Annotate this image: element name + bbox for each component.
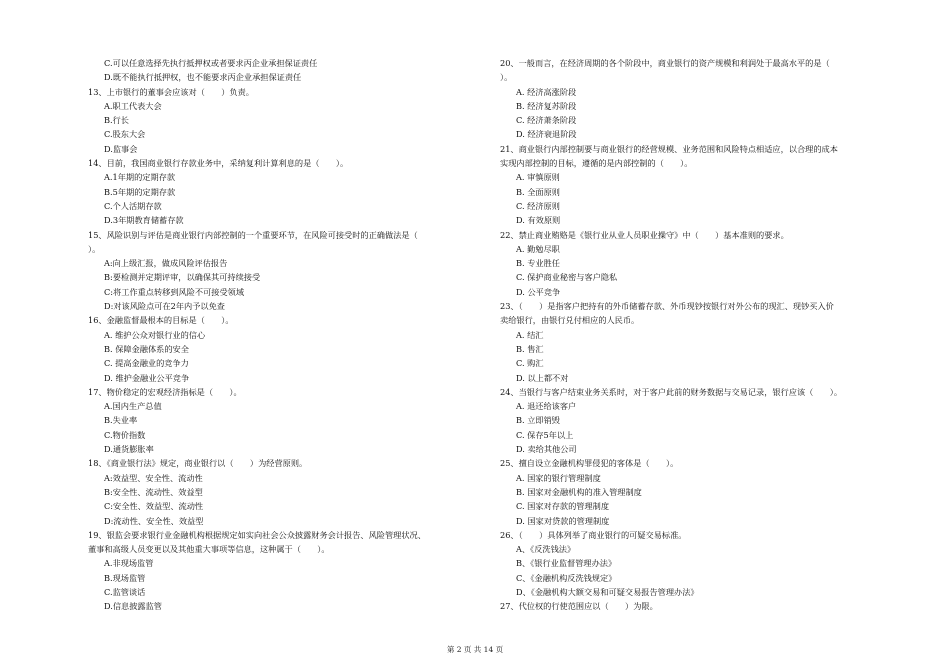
question-text: 24、当银行与客户结束业务关系时，对于客户此前的财务数据与交易记录，银行应该（ ）。 bbox=[500, 386, 843, 397]
left-column bbox=[88, 56, 480, 614]
answer-option: D. 有效原则 bbox=[516, 215, 561, 226]
question-text: 17、物价稳定的宏观经济指标是（ ）。 bbox=[88, 386, 242, 397]
answer-option: A:效益型、安全性、流动性 bbox=[104, 472, 203, 483]
right-column bbox=[500, 56, 905, 614]
answer-option: A. 退还给该客户 bbox=[516, 401, 577, 412]
answer-option: D. 经济衰退阶段 bbox=[516, 129, 577, 140]
answer-option: A. 经济高涨阶段 bbox=[516, 86, 577, 97]
answer-option: C.监管谈话 bbox=[104, 586, 146, 597]
question-text: 19、银监会要求银行业金融机构根据规定如实向社会公众披露财务会计报告、风险管理状况、 bbox=[88, 529, 426, 540]
question-text: 18、《商业银行法》规定，商业银行以（ ）为经营原则。 bbox=[88, 458, 308, 469]
question-text-continued: 卖给银行，由银行兑付相应的人民币。 bbox=[500, 315, 640, 326]
answer-option: A. 结汇 bbox=[516, 329, 544, 340]
answer-option: C:将工作重点转移到风险不可接受领域 bbox=[104, 286, 245, 297]
question-text: 25、擅自设立金融机构罪侵犯的客体是（ ）。 bbox=[500, 458, 679, 469]
answer-option: D.3年期教育储蓄存款 bbox=[104, 215, 184, 226]
answer-option: B. 专业胜任 bbox=[516, 258, 560, 269]
answer-option: A. 维护公众对银行业的信心 bbox=[104, 329, 206, 340]
answer-option: C. 经济原则 bbox=[516, 200, 560, 211]
answer-option: A. 审慎原则 bbox=[516, 172, 560, 183]
answer-option: B. 售汇 bbox=[516, 343, 544, 354]
answer-option: B:安全性、流动性、效益型 bbox=[104, 486, 203, 497]
answer-option: B.现场监管 bbox=[104, 572, 146, 583]
answer-option: B、《银行业监督管理办法》 bbox=[516, 558, 617, 569]
answer-option: D. 公平竞争 bbox=[516, 286, 561, 297]
answer-option: A、《反洗钱法》 bbox=[516, 544, 576, 555]
answer-option: C.个人活期存款 bbox=[104, 200, 162, 211]
answer-option: D.既不能执行抵押权，也不能要求丙企业承担保证责任 bbox=[104, 72, 302, 83]
question-text-continued: 实现内部控制的目标，遵循的是内部控制的（ ）。 bbox=[500, 158, 693, 169]
question-text: 21、商业银行内部控制要与商业银行的经营规模、业务范围和风险特点相适应，以合理的成本 bbox=[500, 143, 838, 154]
question-text: 20、一般而言，在经济周期的各个阶段中，商业银行的资产规模和利润处于最高水平的是（ bbox=[500, 58, 830, 68]
answer-option: C. 提高金融业的竞争力 bbox=[104, 358, 189, 369]
question-text-continued: ）。 bbox=[500, 72, 513, 83]
answer-option: B.失业率 bbox=[104, 415, 138, 426]
answer-option: B. 保障金融体系的安全 bbox=[104, 343, 189, 354]
answer-option: D. 卖给其他公司 bbox=[516, 444, 577, 455]
answer-option: B. 全面原则 bbox=[516, 186, 560, 197]
answer-option: A.非现场监管 bbox=[104, 558, 154, 569]
question-text: 22、禁止商业贿赂是《银行业从业人员职业操守》中（ ）基本准则的要求。 bbox=[500, 229, 789, 240]
question-text: 14、目前，我国商业银行存款业务中，采纳复利计算利息的是（ ）。 bbox=[88, 158, 349, 169]
answer-option: D:对该风险点可在2年内予以免查 bbox=[104, 301, 225, 312]
answer-option: D:流动性、安全性、效益型 bbox=[104, 515, 204, 526]
page-footer: 第 2 页 共 14 页 bbox=[446, 645, 504, 654]
answer-option: B.5年期的定期存款 bbox=[104, 186, 176, 197]
answer-option: D. 国家对贷款的管理制度 bbox=[516, 515, 610, 526]
answer-option: C、《金融机构反洗钱规定》 bbox=[516, 572, 617, 583]
answer-option: A. 勤勉尽职 bbox=[516, 243, 560, 254]
answer-option: C. 购汇 bbox=[516, 358, 544, 369]
answer-option: D、《金融机构大额交易和可疑交易报告管理办法》 bbox=[516, 586, 699, 597]
answer-option: A.职工代表大会 bbox=[104, 100, 162, 111]
answer-option: D.通货膨胀率 bbox=[104, 444, 154, 455]
answer-option: C:安全性、效益型、流动性 bbox=[104, 501, 204, 512]
answer-option: D. 以上都不对 bbox=[516, 372, 569, 383]
question-text: 23、（ ）是指客户把持有的外币储蓄存款、外币现钞按银行对外公布的现汇、现钞买入价 bbox=[500, 301, 834, 312]
answer-option: D.信息披露监管 bbox=[104, 601, 162, 612]
answer-option: B. 国家对金融机构的准入管理制度 bbox=[516, 486, 642, 497]
answer-option: A.国内生产总值 bbox=[104, 401, 162, 412]
answer-option: C.可以任意选择先执行抵押权或者要求丙企业承担保证责任 bbox=[104, 58, 318, 68]
answer-option: D.监事会 bbox=[104, 143, 138, 154]
answer-option: A:向上级汇报，做成风险评估报告 bbox=[104, 258, 228, 269]
answer-option: C.股东大会 bbox=[104, 129, 146, 140]
answer-option: C. 国家对存款的管理制度 bbox=[516, 501, 610, 512]
question-text-continued: 董事和高级人员变更以及其他重大事项等信息，这种属于（ ）。 bbox=[88, 544, 330, 555]
answer-option: C. 保护商业秘密与客户隐私 bbox=[516, 272, 618, 283]
question-text: 13、上市银行的董事会应该对（ ）负责。 bbox=[88, 86, 254, 97]
answer-option: C. 保存5年以上 bbox=[516, 429, 574, 440]
answer-option: B.行长 bbox=[104, 115, 129, 126]
answer-option: D. 维护金融业公平竞争 bbox=[104, 372, 190, 383]
question-text: 16、金融监督最根本的目标是（ ）。 bbox=[88, 315, 234, 326]
question-text-continued: ）。 bbox=[88, 243, 101, 254]
question-text: 15、风险识别与评估是商业银行内部控制的一个重要环节，在风险可接受时的正确做法是（ bbox=[88, 229, 418, 240]
answer-option: A. 国家的银行管理制度 bbox=[516, 472, 601, 483]
answer-option: B. 立即销毁 bbox=[516, 415, 560, 426]
question-text: 26、（ ）具体列举了商业银行的可疑交易标准。 bbox=[500, 529, 687, 540]
question-text: 27、代位权的行使范围应以（ ）为限。 bbox=[500, 601, 658, 612]
answer-option: A.1年期的定期存款 bbox=[104, 172, 176, 183]
answer-option: C. 经济萧条阶段 bbox=[516, 115, 577, 126]
answer-option: B:要检测并定期评审，以确保其可持续接受 bbox=[104, 272, 261, 283]
answer-option: B. 经济复苏阶段 bbox=[516, 100, 577, 111]
answer-option: C.物价指数 bbox=[104, 429, 146, 440]
